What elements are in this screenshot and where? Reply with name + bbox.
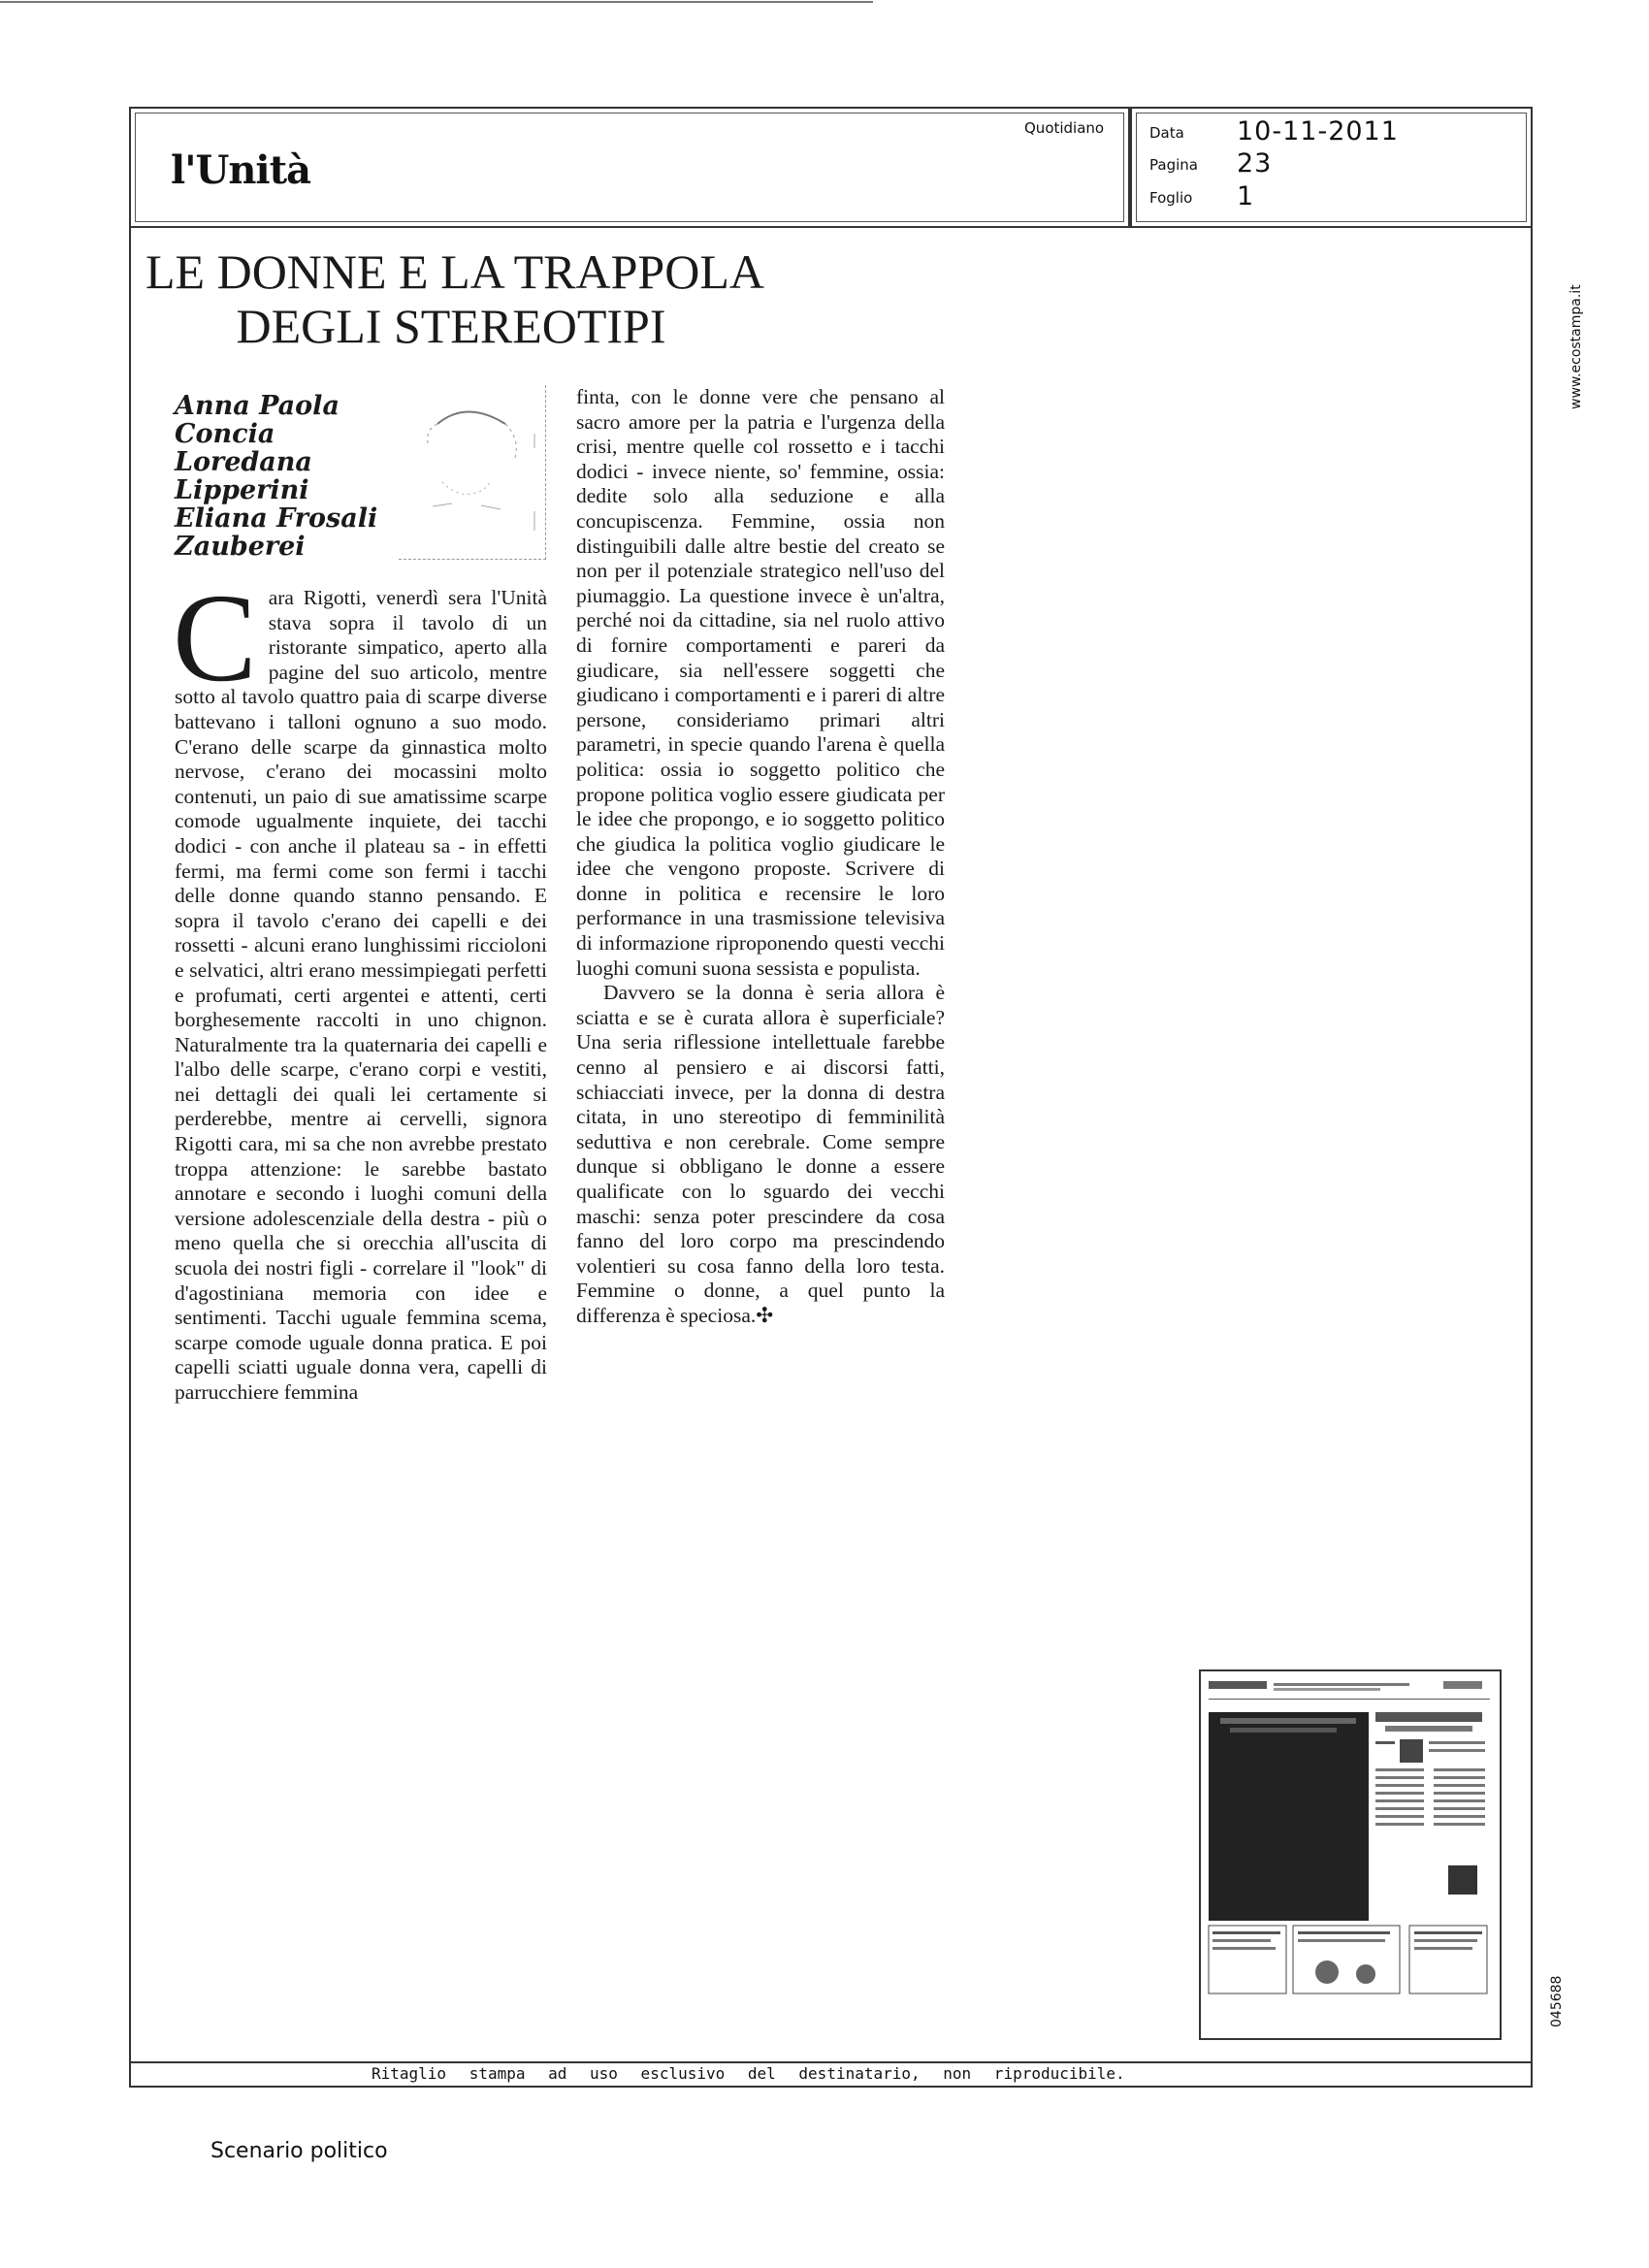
article-title: [146, 244, 764, 353]
portrait-sketch-icon: [399, 385, 544, 558]
side-url: www.ecostampa.it: [1568, 284, 1584, 409]
author-line: Eliana Frosali: [175, 503, 378, 534]
article-paragraph: Davvero se la donna è seria allora è sciatta e se è curata allora è superficiale? Una seria riflessione intellettuale farebbe cenno al pensiero e ai discorsi fatti, schiacciati invece, per la donna di destra citata, in uno stereotipo di femminilità seduttiva e non cerebrale. Come sempre dunque si obbligano le donne a essere qualificate con lo sguardo dei vecchi maschi: senza poter prescindere da cosa fanno del loro corpo ma prescindendo volentieri su cosa fanno della loro testa. Femmine o donne, a quel punto la differenza è speciosa.✣: [576, 981, 945, 1327]
author-photo: [399, 385, 546, 560]
page-thumbnail-image: [1201, 1671, 1500, 2038]
meta-key-pagina: Pagina: [1149, 156, 1198, 174]
article-column-1: [173, 568, 547, 1406]
footer-notice: Ritaglio stampa ad uso esclusivo del destinatario, non riproducibile.: [372, 2064, 1125, 2083]
meta-value-page: 23: [1237, 148, 1273, 178]
side-code: 045688: [1549, 1975, 1565, 2027]
top-rule: [0, 1, 873, 3]
title-line: LE DONNE E LA TRAPPOLA: [146, 244, 764, 299]
meta-value-date: 10-11-2011: [1237, 116, 1399, 146]
meta-key-data: Data: [1149, 124, 1184, 142]
article-paragraph: finta, con le donne vere che pensano al sacro amore per la patria e l'urgenza della crisi, mentre quelle col rossetto e i tacchi dodici - invece niente, so' femmine, ossia: dedite solo alla seduzione e alla concupiscenza. Femmine, ossia non distinguibili dalle altre bestie del creato se non per il potenziale strategico nell'uso del piumaggio. La questione invece è un'altra, perché noi da cittadine, sia nel ruolo attivo di fornire comportamenti e pareri da giudicare, sia nell'essere soggetti che giudicano i comportamenti e i pareri di altre persone, consideriamo primari altri parametri, in specie quando l'arena è quella politica: ossia io soggetto politico che propone politica voglio essere giudicata per le idee che propongo, e io soggetto politico che giudica la politica voglio giudicare le idee che vengono proposte. Scrivere di donne in politica e recensire le loro performance in una trasmissione televisiva di informazione riproponendo questi vecchi luoghi comuni suona sessista e populista.: [576, 385, 945, 980]
meta-key-foglio: Foglio: [1149, 189, 1193, 207]
drop-cap: C: [173, 568, 257, 708]
newspaper-logo: l'Unità: [171, 147, 310, 193]
author-line: Loredana: [175, 447, 312, 477]
publication-type: Quotidiano: [1024, 119, 1105, 137]
author-line: Lipperini: [175, 475, 309, 505]
meta-row-pagina: [1149, 148, 1499, 178]
meta-value-sheet: 1: [1237, 181, 1255, 211]
title-line: DEGLI STEREOTIPI: [236, 299, 666, 353]
article-paragraph: ara Rigotti, venerdì sera l'Unità stava sopra il tavolo di un ristorante simpatico, aperto alla pagine del suo articolo, mentre sotto al tavolo quattro paia di scarpe diverse battevano i talloni ognuno a suo modo. C'erano delle scarpe da ginnastica molto nervose, c'erano dei mocassini molto contenuti, un paio di sue amatissime scarpe comode ugualmente inquiete, dei tacchi dodici - con anche il plateau sa - in effetti fermi, ma fermi come son fermi i tacchi delle donne quando stanno pensando. E sopra il tavolo c'erano dei capelli e dei rossetti - alcuni erano lunghissimi riccioloni e selvatici, altri erano messimpiegati perfetti e profumati, certi argentei e attenti, certi borghesemente raccolti in uno chignon. Naturalmente tra la quaternaria dei capelli e l'albo delle scarpe, c'erano corpi e vestiti, nei dettagli dei quali lei certamente si perderebbe, mentre ai cervelli, signora Rigotti cara, mi sa che non avrebbe prestato troppa attenzione: le sarebbe bastato annotare e secondo i luoghi comuni della versione adolescenziale della destra - più o meno quella che si orecchia all'uscita di scuola dei nostri figli - correlare il "look" di d'agostiniana memoria con idee e sentimenti. Tacchi uguale femmina scema, scarpe comode uguale donna pratica. E poi capelli sciatti uguale donna vera, capelli di parrucchiere femmina: [175, 586, 547, 1404]
meta-row-data: [1149, 116, 1499, 146]
author-line: Anna Paola: [175, 391, 340, 421]
section-caption: Scenario politico: [210, 2139, 388, 2163]
author-line: Concia: [175, 419, 275, 449]
authors: [175, 392, 388, 561]
author-line: Zauberei: [175, 532, 306, 562]
meta-row-foglio: [1149, 181, 1499, 211]
page-thumbnail: [1199, 1669, 1502, 2040]
article-column-2: [576, 385, 945, 1329]
